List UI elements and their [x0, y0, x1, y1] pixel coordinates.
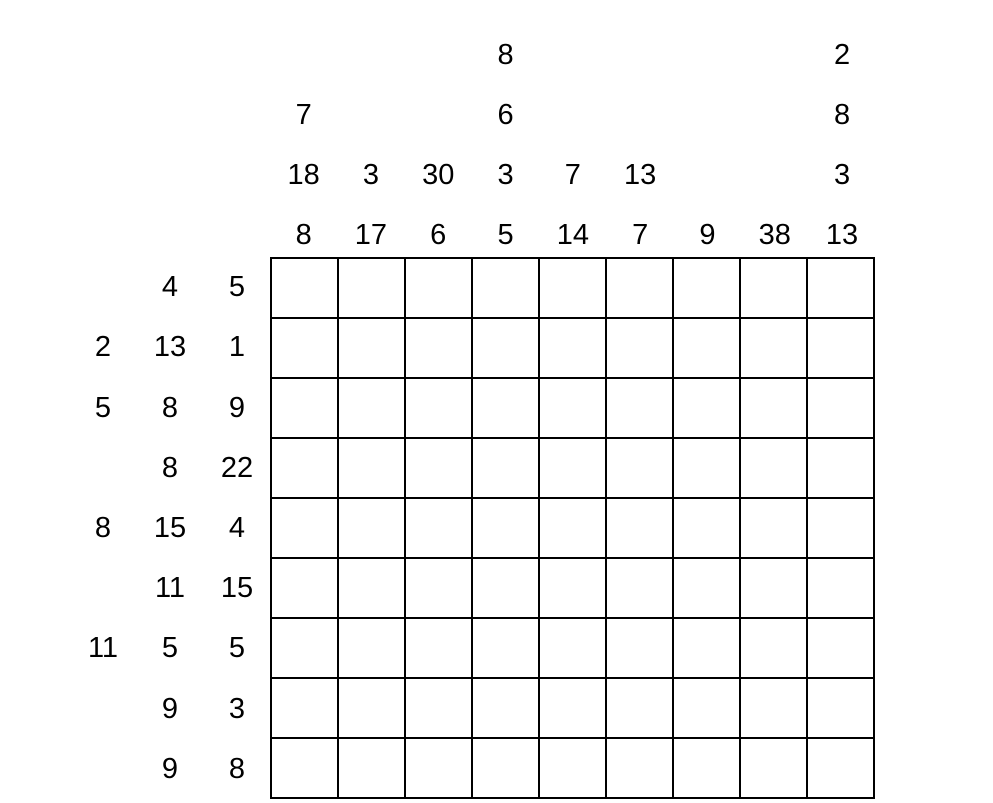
grid-cell[interactable]: [472, 318, 539, 378]
grid-cell[interactable]: [606, 678, 673, 738]
row-clue: 5: [228, 632, 246, 665]
grid-cell[interactable]: [673, 498, 740, 558]
column-clue: 6: [497, 99, 514, 131]
column-clue: 7: [564, 159, 581, 191]
grid-cell[interactable]: [740, 498, 807, 558]
grid-row: [271, 438, 874, 498]
row-clue: 22: [220, 451, 254, 484]
grid-cell[interactable]: [472, 558, 539, 618]
row-clue: 8: [228, 752, 246, 785]
grid-cell[interactable]: [606, 258, 673, 318]
grid-cell[interactable]: [740, 378, 807, 438]
grid-cell[interactable]: [338, 558, 405, 618]
row-clue: 4: [161, 271, 179, 304]
row-clue: 4: [228, 511, 246, 544]
grid-cell[interactable]: [539, 678, 606, 738]
column-clue: 14: [556, 219, 589, 251]
row-clue: 5: [94, 391, 112, 424]
column-clue: 3: [497, 159, 514, 191]
grid-cell[interactable]: [405, 678, 472, 738]
grid-cell[interactable]: [606, 738, 673, 798]
grid-row: [271, 678, 874, 738]
column-clue: 3: [362, 159, 379, 191]
grid-cell[interactable]: [271, 498, 338, 558]
grid-cell[interactable]: [673, 618, 740, 678]
grid-cell[interactable]: [271, 318, 338, 378]
grid-cell[interactable]: [472, 498, 539, 558]
grid-cell[interactable]: [405, 558, 472, 618]
grid-cell[interactable]: [807, 318, 874, 378]
grid-cell[interactable]: [606, 618, 673, 678]
row-clue: 8: [161, 391, 179, 424]
grid-cell[interactable]: [271, 438, 338, 498]
grid-cell[interactable]: [539, 738, 606, 798]
grid-cell[interactable]: [472, 258, 539, 318]
grid-cell[interactable]: [271, 618, 338, 678]
row-clue: 11: [87, 632, 119, 665]
grid-cell[interactable]: [539, 318, 606, 378]
row-clue: 11: [154, 572, 186, 605]
grid-cell[interactable]: [740, 318, 807, 378]
grid-cell[interactable]: [472, 438, 539, 498]
grid-row: [271, 618, 874, 678]
row-clue: 5: [161, 632, 179, 665]
grid-cell[interactable]: [539, 558, 606, 618]
grid-cell[interactable]: [338, 318, 405, 378]
column-clue: 8: [497, 39, 514, 71]
grid-row: [271, 558, 874, 618]
column-clue: 7: [295, 99, 312, 131]
grid-row: [271, 318, 874, 378]
column-clue: 7: [632, 219, 649, 251]
grid-cell[interactable]: [405, 618, 472, 678]
grid-cell[interactable]: [807, 378, 874, 438]
column-clue: 6: [430, 219, 447, 251]
grid-cell[interactable]: [673, 678, 740, 738]
column-clue: 2: [833, 39, 851, 71]
grid-cell[interactable]: [338, 678, 405, 738]
grid-cell[interactable]: [338, 738, 405, 798]
grid-row: [271, 378, 874, 438]
row-clue: 9: [161, 692, 179, 725]
column-clue: 13: [825, 219, 859, 251]
column-clue: 18: [287, 159, 320, 191]
row-clue: 8: [94, 511, 112, 544]
grid-cell[interactable]: [807, 738, 874, 798]
row-clue: 5: [228, 271, 246, 304]
grid-cell[interactable]: [673, 318, 740, 378]
grid-cell[interactable]: [606, 378, 673, 438]
grid-row: [271, 738, 874, 798]
column-clue: 5: [497, 219, 514, 251]
row-clue: 15: [153, 511, 187, 544]
grid-cell[interactable]: [338, 258, 405, 318]
grid-row: [271, 258, 874, 318]
column-clue: 9: [699, 219, 716, 251]
grid-cell[interactable]: [472, 738, 539, 798]
row-clue: 9: [228, 391, 246, 424]
grid-cell[interactable]: [807, 438, 874, 498]
grid-cell[interactable]: [673, 258, 740, 318]
grid-cell[interactable]: [807, 558, 874, 618]
grid-cell[interactable]: [606, 558, 673, 618]
grid-cell[interactable]: [539, 378, 606, 438]
grid-cell[interactable]: [606, 318, 673, 378]
grid-cell[interactable]: [807, 258, 874, 318]
grid-cell[interactable]: [338, 618, 405, 678]
grid-cell[interactable]: [740, 618, 807, 678]
row-clue: 15: [220, 572, 254, 605]
row-clue: 3: [228, 692, 246, 725]
puzzle-grid: [270, 257, 875, 799]
grid-cell[interactable]: [539, 438, 606, 498]
grid-cell[interactable]: [807, 678, 874, 738]
grid-cell[interactable]: [271, 378, 338, 438]
grid-cell[interactable]: [673, 738, 740, 798]
grid-cell[interactable]: [405, 258, 472, 318]
column-clue: 17: [354, 219, 388, 251]
grid-cell[interactable]: [271, 558, 338, 618]
grid-row: [271, 498, 874, 558]
column-clue: 3: [833, 159, 851, 191]
grid-cell[interactable]: [271, 738, 338, 798]
column-clue: 13: [624, 159, 657, 191]
grid-cell[interactable]: [539, 498, 606, 558]
grid-cell[interactable]: [405, 318, 472, 378]
grid-cell[interactable]: [472, 378, 539, 438]
grid-cell[interactable]: [338, 438, 405, 498]
grid-cell[interactable]: [606, 498, 673, 558]
grid-cell[interactable]: [405, 378, 472, 438]
row-clue: 1: [228, 331, 246, 364]
grid-cell[interactable]: [338, 378, 405, 438]
grid-cell[interactable]: [271, 678, 338, 738]
row-clue: 8: [161, 451, 179, 484]
row-clue: 2: [94, 331, 112, 364]
grid-cell[interactable]: [673, 558, 740, 618]
grid-cell[interactable]: [405, 738, 472, 798]
grid-cell[interactable]: [740, 258, 807, 318]
column-clue: 8: [833, 99, 851, 131]
grid-cell[interactable]: [472, 618, 539, 678]
row-clue: 13: [153, 331, 187, 364]
grid-cell[interactable]: [740, 558, 807, 618]
column-clue: 30: [422, 159, 455, 191]
grid-cell[interactable]: [673, 438, 740, 498]
row-clue: 9: [161, 752, 179, 785]
column-clue: 38: [758, 219, 791, 251]
grid-cell[interactable]: [807, 498, 874, 558]
grid-cell[interactable]: [807, 618, 874, 678]
column-clue: 8: [295, 219, 312, 251]
grid-cell[interactable]: [472, 678, 539, 738]
grid-cell[interactable]: [606, 438, 673, 498]
grid-cell[interactable]: [740, 738, 807, 798]
grid-cell[interactable]: [405, 498, 472, 558]
grid-cell[interactable]: [740, 438, 807, 498]
grid-cell[interactable]: [740, 678, 807, 738]
grid-cell[interactable]: [539, 618, 606, 678]
grid-cell[interactable]: [271, 258, 338, 318]
grid-cell[interactable]: [338, 498, 405, 558]
grid-cell[interactable]: [539, 258, 606, 318]
grid-cell[interactable]: [673, 378, 740, 438]
grid-cell[interactable]: [405, 438, 472, 498]
